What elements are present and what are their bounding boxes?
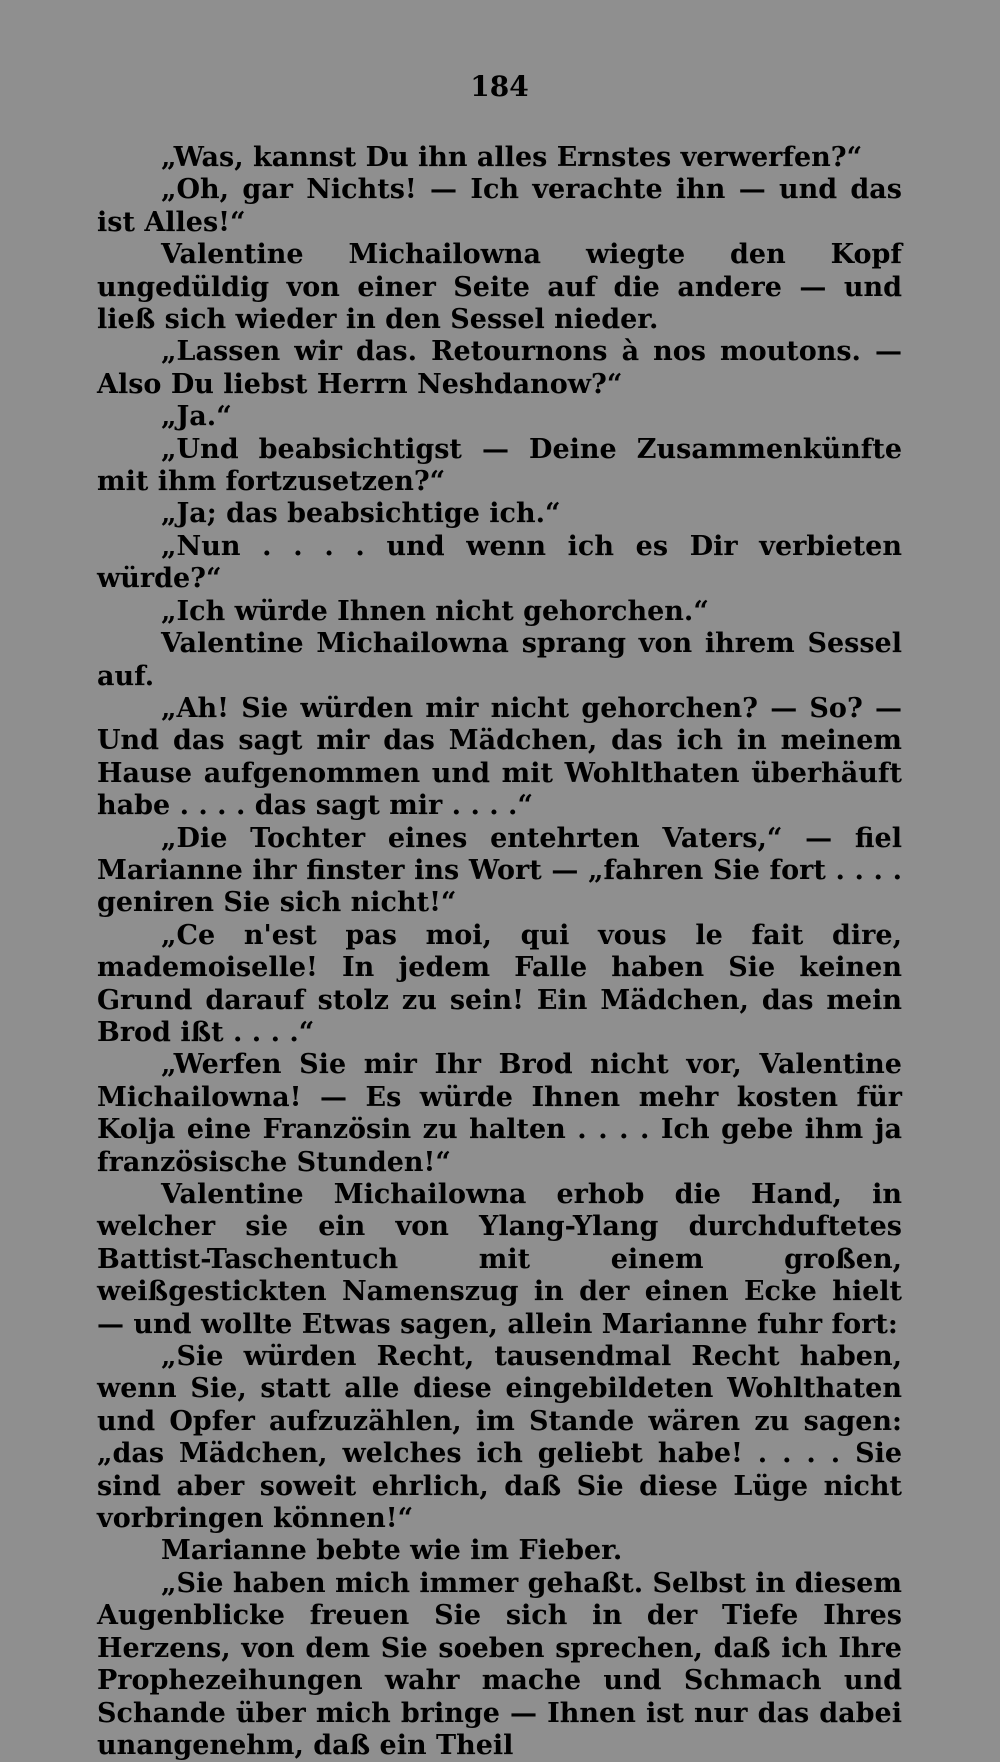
paragraph-2: „Oh, gar Nichts! — Ich verachte ihn — und das ist Alles!“ bbox=[97, 174, 902, 238]
paragraph-16: „Sie würden Recht, tausendmal Recht haben, wenn Sie, statt alle diese eingebildeten Wohlthaten und Opfer aufzuzählen, im Stande wären zu sagen: „das Mädchen, welches ich geliebt habe! . . . . Sie sind aber soweit ehrlich, daß Sie diese Lüge nicht vorbringen können!“ bbox=[97, 1341, 902, 1535]
paragraph-13: „Ce n'est pas moi, qui vous le fait dire, mademoiselle! In jedem Falle haben Sie keinen Grund darauf stolz zu sein! Ein Mädchen, das mein Brod ißt . . . .“ bbox=[97, 919, 902, 1048]
page-number: 184 bbox=[470, 70, 529, 103]
paragraph-5: „Ja.“ bbox=[161, 401, 232, 433]
paragraph-10: Valentine Michailowna sprang von ihrem Sessel auf. bbox=[97, 628, 902, 692]
paragraph-8: „Nun . . . . und wenn ich es Dir verbieten würde?“ bbox=[97, 530, 902, 595]
paragraph-4: „Lassen wir das. Retournons à nos moutons. — Also Du liebst Herrn Neshdanow?“ bbox=[97, 336, 902, 400]
paragraph-15: Valentine Michailowna erhob die Hand, in welcher sie ein von Ylang-Ylang durchduftetes Battist-Taschentuch mit einem großen, weißgestickten Namenszug in der einen Ecke hielt — und wollte Etwas sagen, allein Marianne fuhr fort: bbox=[97, 1179, 902, 1340]
paragraph-12: „Die Tochter eines entehrten Vaters,“ — fiel Marianne ihr finster ins Wort — „fahren Sie fort . . . . geniren Sie sich nicht!“ bbox=[97, 822, 902, 919]
paragraph-18: „Sie haben mich immer gehaßt. Selbst in diesem Augenblicke freuen Sie sich in der Tiefe Ihres Herzens, von dem Sie soeben sprechen, daß ich Ihre Prophezeihungen wahr mache und Schmach und Schande über mich bringe — Ihnen ist nur das dabei unangenehm, daß ein Theil bbox=[97, 1567, 902, 1761]
paragraph-3: Valentine Michailowna wiegte den Kopf ungedüldig von einer Seite auf die andere — und ließ sich wieder in den Sessel nieder. bbox=[97, 239, 902, 336]
paragraph-17: Marianne bebte wie im Fieber. bbox=[161, 1535, 623, 1567]
paragraph-11: „Ah! Sie würden mir nicht gehorchen? — So? — Und das sagt mir das Mädchen, das ich in meinem Hause aufgenommen und mit Wohlthaten überhäuft habe . . . . das sagt mir . . . .“ bbox=[97, 692, 902, 822]
paragraph-7: „Ja; das beabsichtige ich.“ bbox=[161, 498, 561, 530]
paragraph-6: „Und beabsichtigst — Deine Zusammenkünfte mit ihm fortzusetzen?“ bbox=[97, 433, 902, 498]
paragraph-14: „Werfen Sie mir Ihr Brod nicht vor, Valentine Michailowna! — Es würde Ihnen mehr kosten für Kolja eine Französin zu halten . . . . Ich gebe ihm ja französische Stunden!“ bbox=[97, 1049, 902, 1178]
paragraph-1: „Was, kannst Du ihn alles Ernstes verwerfen?“ bbox=[161, 142, 863, 173]
paragraph-9: „Ich würde Ihnen nicht gehorchen.“ bbox=[161, 595, 709, 627]
body-text bbox=[97, 142, 902, 1762]
